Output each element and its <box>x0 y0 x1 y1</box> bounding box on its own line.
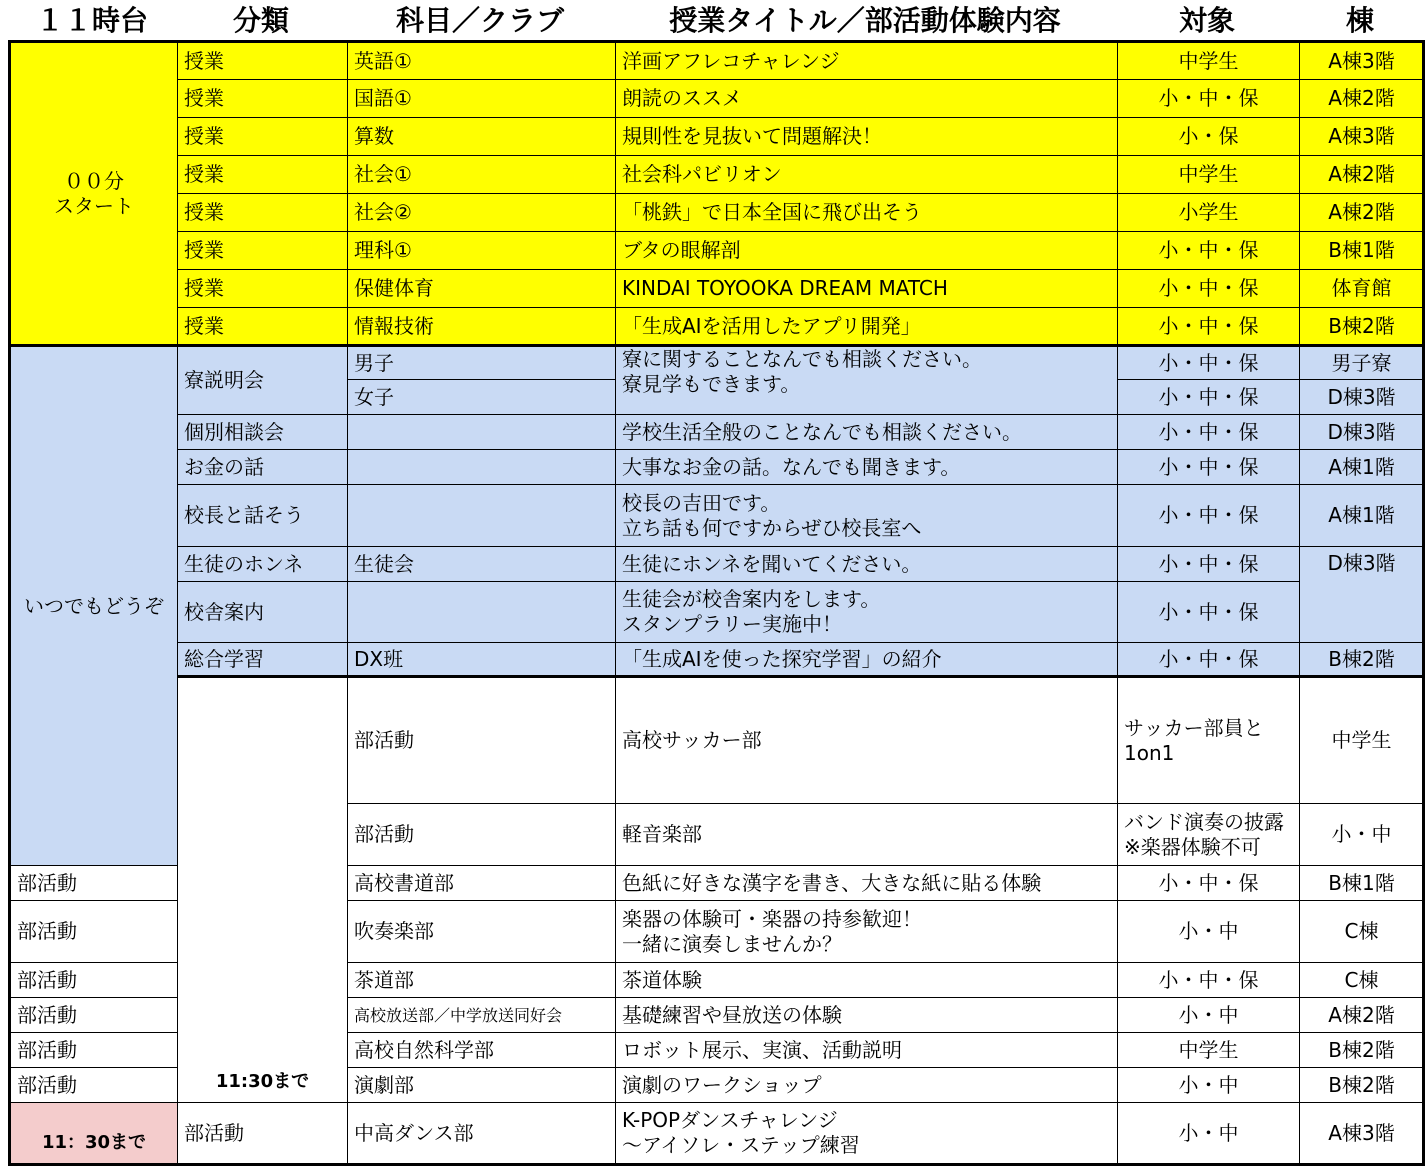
row-title: 「生成AIを使った探究学習」の紹介 <box>616 643 1118 677</box>
row-title: 洋画アフレコチャレンジ <box>616 42 1118 80</box>
row-category: 部活動 <box>10 901 178 963</box>
row-category: 部活動 <box>10 1068 178 1103</box>
row-category: 部活動 <box>348 677 616 804</box>
row-building: A棟3階 <box>1300 118 1424 156</box>
row-building: B棟2階 <box>1300 308 1424 346</box>
row-subject: DX班 <box>348 643 616 677</box>
row-target: 中学生 <box>1300 677 1424 804</box>
row-category: 授業 <box>178 42 348 80</box>
row-target: 小・中・保 <box>1118 380 1300 415</box>
row-category: 授業 <box>178 270 348 308</box>
row-subject: 茶道部 <box>348 963 616 998</box>
row-title: K-POPダンスチャレンジ ～アイソレ・ステップ練習 <box>616 1103 1118 1165</box>
table-row <box>10 582 1424 643</box>
row-category: 授業 <box>178 194 348 232</box>
row-subject: 軽音楽部 <box>616 804 1118 866</box>
row-target: 小・中・保 <box>1118 308 1300 346</box>
row-building: A棟2階 <box>1300 998 1424 1033</box>
row-target: 中学生 <box>1118 42 1300 80</box>
row-subject: 情報技術 <box>348 308 616 346</box>
row-category: 授業 <box>178 118 348 156</box>
row-building: B棟1階 <box>1300 232 1424 270</box>
row-building: A棟3階 <box>1300 1103 1424 1165</box>
row-subject: 国語① <box>348 80 616 118</box>
row-building: C棟 <box>1300 963 1424 998</box>
table-row <box>10 118 1424 156</box>
row-subject <box>348 415 616 450</box>
row-building: A棟2階 <box>1300 80 1424 118</box>
row-subject: 中高ダンス部 <box>348 1103 616 1165</box>
row-target: 小・中 <box>1300 804 1424 866</box>
row-target: 中学生 <box>1118 156 1300 194</box>
row-category: 部活動 <box>10 963 178 998</box>
group-time-anytime: いつでもどうぞ <box>10 346 178 866</box>
row-target: 小学生 <box>1118 194 1300 232</box>
header-category: 分類 <box>232 4 289 37</box>
row-title: ロボット展示、実演、活動説明 <box>616 1033 1118 1068</box>
table-row <box>10 346 1424 380</box>
row-target: 小・中・保 <box>1118 643 1300 677</box>
table-row <box>10 156 1424 194</box>
row-subject: 高校サッカー部 <box>616 677 1118 804</box>
header-title: 授業タイトル／部活動体験内容 <box>669 4 1061 37</box>
table-row <box>10 80 1424 118</box>
row-category: 部活動 <box>10 866 178 901</box>
row-category: 寮説明会 <box>178 346 348 415</box>
row-title: 「生成AIを活用したアプリ開発」 <box>616 308 1118 346</box>
row-title: 生徒会が校舎案内をします。 スタンプラリー実施中！ <box>616 582 1118 643</box>
row-category: お金の話 <box>178 450 348 485</box>
row-target: 小・中・保 <box>1118 582 1300 643</box>
table-row <box>10 485 1424 547</box>
table-row <box>10 450 1424 485</box>
row-title: 学校生活全般のことなんでも相談ください。 <box>616 415 1118 450</box>
row-target: 小・中・保 <box>1118 346 1300 380</box>
schedule-table <box>8 40 1425 1166</box>
row-building: 男子寮 <box>1300 346 1424 380</box>
row-building: 体育館 <box>1300 270 1424 308</box>
table-row <box>10 194 1424 232</box>
table-row <box>10 270 1424 308</box>
group-time-dance: 11：30まで <box>10 1103 178 1165</box>
group-time-start: ００分 スタート <box>10 42 178 346</box>
table-row <box>10 232 1424 270</box>
row-title: 寮に関することなんでも相談ください。 寮見学もできます。 <box>616 346 1118 415</box>
row-target: 小・中・保 <box>1118 963 1300 998</box>
row-subject: 高校自然科学部 <box>348 1033 616 1068</box>
row-title: 規則性を見抜いて問題解決！ <box>616 118 1118 156</box>
row-category: 校長と話そう <box>178 485 348 547</box>
row-category: 総合学習 <box>178 643 348 677</box>
row-building: D棟3階 <box>1300 415 1424 450</box>
row-subject: 吹奏楽部 <box>348 901 616 963</box>
row-target: 小・中・保 <box>1118 450 1300 485</box>
row-category: 部活動 <box>348 804 616 866</box>
row-category: 部活動 <box>10 1033 178 1068</box>
row-subject <box>348 450 616 485</box>
header-building: 棟 <box>1345 4 1374 37</box>
row-title: 大事なお金の話。なんでも聞きます。 <box>616 450 1118 485</box>
row-building: A棟1階 <box>1300 485 1424 547</box>
row-subject: 演劇部 <box>348 1068 616 1103</box>
row-target: 小・中・保 <box>1118 547 1300 582</box>
table-row <box>10 308 1424 346</box>
row-building: C棟 <box>1300 901 1424 963</box>
row-building: B棟2階 <box>1300 1033 1424 1068</box>
row-target: 小・中 <box>1118 1103 1300 1165</box>
row-subject: 高校書道部 <box>348 866 616 901</box>
row-title: 生徒にホンネを聞いてください。 <box>616 547 1118 582</box>
row-subject: 保健体育 <box>348 270 616 308</box>
header-target: 対象 <box>1178 4 1235 37</box>
row-category: 個別相談会 <box>178 415 348 450</box>
row-building: A棟1階 <box>1300 450 1424 485</box>
table-row <box>10 643 1424 677</box>
row-subject: 社会② <box>348 194 616 232</box>
row-building: D棟3階 <box>1300 547 1424 643</box>
row-target: 中学生 <box>1118 1033 1300 1068</box>
row-category: 授業 <box>178 80 348 118</box>
row-subject: 社会① <box>348 156 616 194</box>
row-title: 「桃鉄」で日本全国に飛び出そう <box>616 194 1118 232</box>
row-target: 小・中・保 <box>1118 415 1300 450</box>
row-target: 小・中・保 <box>1118 80 1300 118</box>
row-title: 色紙に好きな漢字を書き、大きな紙に貼る体験 <box>616 866 1118 901</box>
row-building: D棟3階 <box>1300 380 1424 415</box>
row-category: 授業 <box>178 308 348 346</box>
row-target: 小・中 <box>1118 998 1300 1033</box>
row-title: バンド演奏の披露 ※楽器体験不可 <box>1118 804 1300 866</box>
table-row <box>10 42 1424 80</box>
table-row <box>10 547 1424 582</box>
row-category: 生徒のホンネ <box>178 547 348 582</box>
row-target: 小・中・保 <box>1118 866 1300 901</box>
row-subject: 男子 <box>348 346 616 380</box>
row-title: サッカー部員と1on1 <box>1118 677 1300 804</box>
row-category: 校舎案内 <box>178 582 348 643</box>
row-target: 小・保 <box>1118 118 1300 156</box>
table-row <box>10 1103 1424 1165</box>
row-building: A棟2階 <box>1300 194 1424 232</box>
row-title: 基礎練習や昼放送の体験 <box>616 998 1118 1033</box>
row-title: KINDAI TOYOOKA DREAM MATCH <box>616 270 1118 308</box>
table-row <box>10 415 1424 450</box>
row-category: 部活動 <box>10 998 178 1033</box>
row-building: B棟2階 <box>1300 1068 1424 1103</box>
header-time: １１時台 <box>35 4 148 37</box>
row-building: B棟2階 <box>1300 643 1424 677</box>
row-target: 小・中・保 <box>1118 270 1300 308</box>
row-title: 校長の吉田です。 立ち話も何ですからぜひ校長室へ <box>616 485 1118 547</box>
row-target: 小・中 <box>1118 901 1300 963</box>
row-target: 小・中 <box>1118 1068 1300 1103</box>
row-title: 朗読のススメ <box>616 80 1118 118</box>
header-subject: 科目／クラブ <box>395 4 564 37</box>
table-row <box>10 677 1424 804</box>
row-title: 演劇のワークショップ <box>616 1068 1118 1103</box>
row-target: 小・中・保 <box>1118 485 1300 547</box>
row-subject: 英語① <box>348 42 616 80</box>
row-target: 小・中・保 <box>1118 232 1300 270</box>
row-category: 授業 <box>178 232 348 270</box>
group-time-clubs: 11:30まで <box>178 677 348 1103</box>
row-building: A棟2階 <box>1300 156 1424 194</box>
row-building: A棟3階 <box>1300 42 1424 80</box>
row-subject: 生徒会 <box>348 547 616 582</box>
row-subject <box>348 485 616 547</box>
row-category: 部活動 <box>178 1103 348 1165</box>
row-subject: 理科① <box>348 232 616 270</box>
row-title: ブタの眼解剖 <box>616 232 1118 270</box>
row-subject: 女子 <box>348 380 616 415</box>
row-title: 楽器の体験可・楽器の持参歓迎！ 一緒に演奏しませんか？ <box>616 901 1118 963</box>
row-title: 茶道体験 <box>616 963 1118 998</box>
row-category: 授業 <box>178 156 348 194</box>
row-subject: 高校放送部／中学放送同好会 <box>348 998 616 1033</box>
row-building: B棟1階 <box>1300 866 1424 901</box>
row-subject <box>348 582 616 643</box>
row-subject: 算数 <box>348 118 616 156</box>
row-title: 社会科パビリオン <box>616 156 1118 194</box>
